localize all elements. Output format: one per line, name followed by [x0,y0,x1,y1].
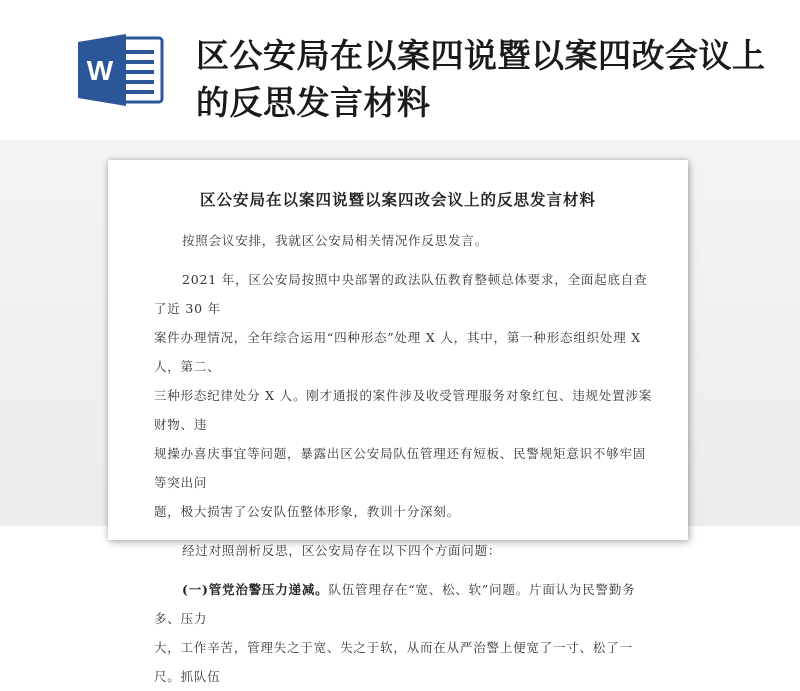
document-title: 区公安局在以案四说暨以案四改会议上的反思发言材料 [199,190,596,209]
document-page [108,160,688,684]
paragraph-line: 案件办理情况，全年综合运用“四种形态”处理 X 人，其中，第一种形态组织处理 X 人，第二、 [154,330,641,374]
banner [0,0,800,140]
paragraph-line: 规操办喜庆事宜等问题，暴露出区公安局队伍管理还有短板、民警规矩意识不够牢固等突出问 [154,446,647,490]
paragraph-4 [154,575,654,691]
paragraph-text: 经过对照剖析反思，区公安局存在以下四个方面问题： [182,543,502,558]
paragraph-line: 2021 年，区公安局按照中央部署的政法队伍教育整顿总体要求，全面起底自查了近 30 年 [154,272,648,316]
paragraph-1 [154,226,654,255]
paragraph-line: 三种形态纪律处分 X 人。刚才通报的案件涉及收受管理服务对象红包、违规处置涉案财物、违 [154,388,653,432]
paragraph-text: 按照会议安排，我就区公安局相关情况作反思发言。 [182,233,488,248]
paragraph-line: 题，极大损害了公安队伍整体形象，教训十分深刻。 [154,504,460,519]
paragraph-line: 队伍管理存在“宽、松、软”问题。片面认为民警勤务多、压力 [154,582,636,626]
banner-title: 区公安局在以案四说暨以案四改会议上的反思发言材料 [196,36,766,122]
document-body [154,226,654,691]
paragraph-3 [154,536,654,565]
section-heading: (一)管党治警压力递减。 [182,582,329,597]
paragraph-2 [154,265,654,526]
word-icon [76,32,166,108]
word-icon-letter: W [86,55,114,86]
paragraph-line: 大，工作辛苦，管理失之于宽、失之于软，从而在从严治警上便宽了一寸、松了一尺。抓队伍 [154,640,633,684]
